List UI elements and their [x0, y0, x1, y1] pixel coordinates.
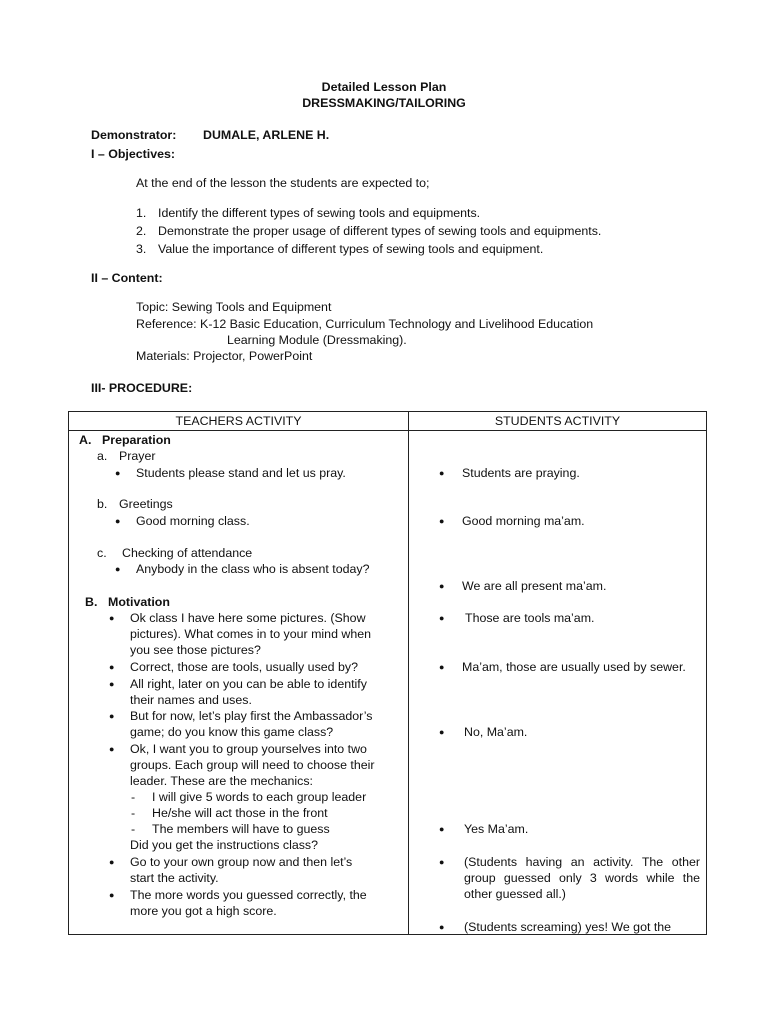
mechanic-item: He/she will act those in the front: [152, 806, 328, 820]
content-heading: II – Content:: [91, 271, 163, 285]
student-line: Ma’am, those are usually used by sewer.: [462, 660, 686, 674]
section-a-title: Preparation: [102, 433, 171, 447]
bullet-icon: ●: [109, 679, 115, 689]
subsection-title-greetings: Greetings: [119, 497, 173, 511]
teacher-line: But for now, let’s play first the Ambassador’s: [130, 709, 373, 723]
table-column-divider: [408, 411, 409, 935]
subsection-label: c.: [97, 546, 107, 560]
student-column-header: STUDENTS ACTIVITY: [494, 414, 621, 428]
teacher-line: you see those pictures?: [130, 643, 261, 657]
teacher-line: Go to your own group now and then let’s: [130, 855, 353, 869]
mechanic-item: I will give 5 words to each group leader: [152, 790, 367, 804]
table-border-right: [706, 411, 707, 935]
teacher-line: start the activity.: [130, 871, 219, 885]
student-line: Good morning ma’am.: [462, 514, 585, 528]
demonstrator-label: Demonstrator:: [91, 128, 177, 142]
objective-number: 1.: [136, 206, 147, 220]
student-line: No, Ma’am.: [464, 725, 528, 739]
table-header-divider: [68, 430, 707, 431]
content-reference-continued: Learning Module (Dressmaking).: [227, 333, 407, 347]
bullet-icon: ●: [109, 890, 115, 900]
section-b-label: B.: [85, 595, 98, 609]
bullet-icon: ●: [439, 581, 445, 591]
bullet-icon: ●: [109, 613, 115, 623]
dash-marker: -: [131, 806, 136, 820]
teacher-line: Did you get the instructions class?: [130, 838, 319, 852]
teacher-line: game; do you know this game class?: [130, 725, 334, 739]
teacher-line: their names and uses.: [130, 693, 252, 707]
dash-marker: -: [131, 822, 136, 836]
content-topic: Topic: Sewing Tools and Equipment: [136, 300, 332, 314]
table-border-left: [68, 411, 69, 935]
teacher-column-header: TEACHERS ACTIVITY: [175, 414, 302, 428]
student-line: We are all present ma’am.: [462, 579, 607, 593]
teacher-line: Students please stand and let us pray.: [136, 466, 346, 480]
student-line: Those are tools ma’am.: [465, 611, 595, 625]
teacher-line: more you got a high score.: [130, 904, 277, 918]
student-line: Yes Ma’am.: [464, 822, 529, 836]
table-border-top: [68, 411, 707, 412]
mechanic-item: The members will have to guess: [152, 822, 330, 836]
content-reference: Reference: K-12 Basic Education, Curriculum Technology and Livelihood Education: [136, 317, 594, 331]
objectives-intro: At the end of the lesson the students are expected to;: [136, 176, 430, 190]
bullet-icon: ●: [109, 744, 115, 754]
bullet-icon: ●: [109, 711, 115, 721]
teacher-line: Correct, those are tools, usually used by?: [130, 660, 358, 674]
bullet-icon: ●: [439, 662, 445, 672]
objective-number: 2.: [136, 224, 147, 238]
bullet-icon: ●: [439, 922, 445, 932]
student-line: Students are praying.: [462, 466, 580, 480]
student-line: (Students having an activity. The other group guessed only 3 words while the other guessed all.): [464, 855, 700, 901]
bullet-icon: ●: [439, 613, 445, 623]
content-materials: Materials: Projector, PowerPoint: [136, 349, 313, 363]
objective-text: Demonstrate the proper usage of different types of sewing tools and equipments.: [158, 224, 602, 238]
teacher-line: groups. Each group will need to choose their: [130, 758, 375, 772]
bullet-icon: ●: [439, 824, 445, 834]
teacher-line: Ok, I want you to group yourselves into two: [130, 742, 367, 756]
teacher-line: Ok class I have here some pictures. (Show: [130, 611, 366, 625]
bullet-icon: ●: [439, 857, 445, 867]
bullet-icon: ●: [109, 662, 115, 672]
objective-text: Value the importance of different types of sewing tools and equipment.: [158, 242, 544, 256]
bullet-icon: ●: [115, 516, 121, 526]
teacher-line: pictures). What comes in to your mind when: [130, 627, 372, 641]
section-a-label: A.: [79, 433, 92, 447]
procedure-heading: III- PROCEDURE:: [91, 381, 193, 395]
teacher-line: Anybody in the class who is absent today?: [136, 562, 370, 576]
bullet-icon: ●: [115, 468, 121, 478]
objective-text: Identify the different types of sewing tools and equipments.: [158, 206, 481, 220]
teacher-line: The more words you guessed correctly, the: [130, 888, 367, 902]
teacher-line: All right, later on you can be able to identify: [130, 677, 367, 691]
subsection-label: a.: [97, 449, 108, 463]
objectives-heading: I – Objectives:: [91, 147, 176, 161]
demonstrator-name: DUMALE, ARLENE H.: [203, 128, 330, 142]
subsection-title-prayer: Prayer: [119, 449, 156, 463]
teacher-line: Good morning class.: [136, 514, 250, 528]
objective-number: 3.: [136, 242, 147, 256]
document-title: Detailed Lesson Plan: [321, 80, 447, 94]
bullet-icon: ●: [439, 727, 445, 737]
bullet-icon: ●: [439, 468, 445, 478]
bullet-icon: ●: [109, 857, 115, 867]
subsection-title-attendance: Checking of attendance: [122, 546, 253, 560]
section-b-title: Motivation: [108, 595, 170, 609]
document-subject: DRESSMAKING/TAILORING: [302, 96, 466, 110]
bullet-icon: ●: [115, 564, 121, 574]
student-line: (Students screaming) yes! We got the: [464, 920, 672, 934]
teacher-line: leader. These are the mechanics:: [130, 774, 313, 788]
bullet-icon: ●: [439, 516, 445, 526]
subsection-label: b.: [97, 497, 108, 511]
dash-marker: -: [131, 790, 136, 804]
